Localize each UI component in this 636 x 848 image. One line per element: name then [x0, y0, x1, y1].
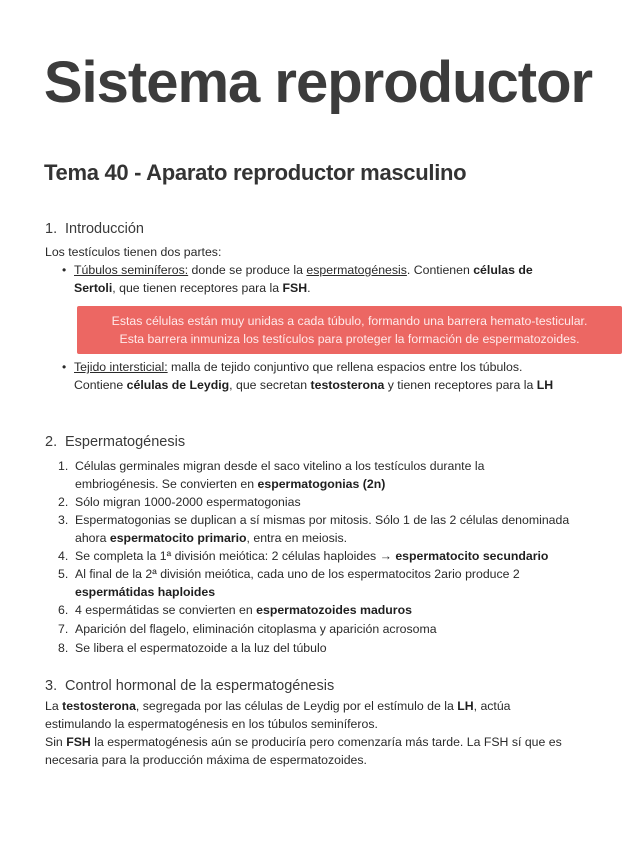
list-item: Aparición del flagelo, eliminación citoplasma y aparición acrosoma [75, 622, 437, 636]
paragraph-line: La testosterona, segregada por las células de Leydig por el estímulo de la LH, actúa [45, 699, 511, 713]
list-item-continuation: embriogénesis. Se convierten en espermatogonias (2n) [75, 477, 386, 491]
paragraph-line: estimulando la espermatogénesis en los túbulos seminíferos. [45, 717, 378, 731]
list-number: 1. [58, 459, 69, 473]
bullet-tejido-line1: Tejido intersticial: malla de tejido conjuntivo que rellena espacios entre los túbulos. [74, 360, 523, 374]
paragraph-line: Sin FSH la espermatogénesis aún se produciría pero comenzaría más tarde. La FSH sí que es [45, 735, 562, 749]
list-item: 4 espermátidas se convierten en espermatozoides maduros [75, 603, 412, 617]
bullet-tubulos-line1: Túbulos seminíferos: donde se produce la espermatogénesis. Contienen células de [74, 263, 533, 277]
list-number: 2. [58, 495, 69, 509]
list-number: 7. [58, 622, 69, 636]
intro-paragraph: Los testículos tienen dos partes: [45, 245, 222, 259]
list-number: 6. [58, 603, 69, 617]
callout-barrera [77, 306, 622, 354]
callout-line: Estas células están muy unidas a cada túbulo, formando una barrera hemato-testicular. [111, 314, 588, 328]
paragraph-line: necesaria para la producción máxima de espermatozoides. [45, 753, 367, 767]
page-title: Sistema reproductor [43, 50, 593, 115]
bullet-tejido-line2: Contiene células de Leydig, que secretan testosterona y tienen receptores para la LH [74, 378, 554, 392]
list-item: Al final de la 2ª división meiótica, cada uno de los espermatocitos 2ario produce 2 [75, 567, 520, 581]
list-item: Espermatogonias se duplican a sí mismas por mitosis. Sólo 1 de las 2 células denominada [75, 513, 570, 527]
list-item: Células germinales migran desde el saco vitelino a los testículos durante la [75, 459, 485, 473]
list-number: 4. [58, 549, 69, 563]
list-item-continuation: ahora espermatocito primario, entra en meiosis. [75, 531, 348, 545]
list-number: 8. [58, 641, 69, 655]
callout-line: Esta barrera inmuniza los testículos para proteger la formación de espermatozoides. [119, 332, 580, 346]
section-heading-espermatogenesis: 2. Espermatogénesis [45, 434, 186, 450]
list-number: 5. [58, 567, 69, 581]
list-number: 3. [58, 513, 69, 527]
bullet-tubulos-line2: Sertoli, que tienen receptores para la FSH. [74, 281, 311, 295]
list-item: Se libera el espermatozoide a la luz del túbulo [75, 641, 327, 655]
bullet-icon: • [62, 263, 67, 277]
section-heading-control-hormonal: 3. Control hormonal de la espermatogénesis [45, 678, 335, 694]
list-item-continuation: espermátidas haploides [75, 585, 216, 599]
section-heading-introduccion: 1. Introducción [45, 221, 144, 237]
bullet-icon: • [62, 360, 67, 374]
list-item: Sólo migran 1000-2000 espermatogonias [75, 495, 301, 509]
list-item: Se completa la 1ª división meiótica: 2 células haploides → espermatocito secundario [75, 549, 549, 563]
topic-title: Tema 40 - Aparato reproductor masculino [44, 160, 467, 185]
